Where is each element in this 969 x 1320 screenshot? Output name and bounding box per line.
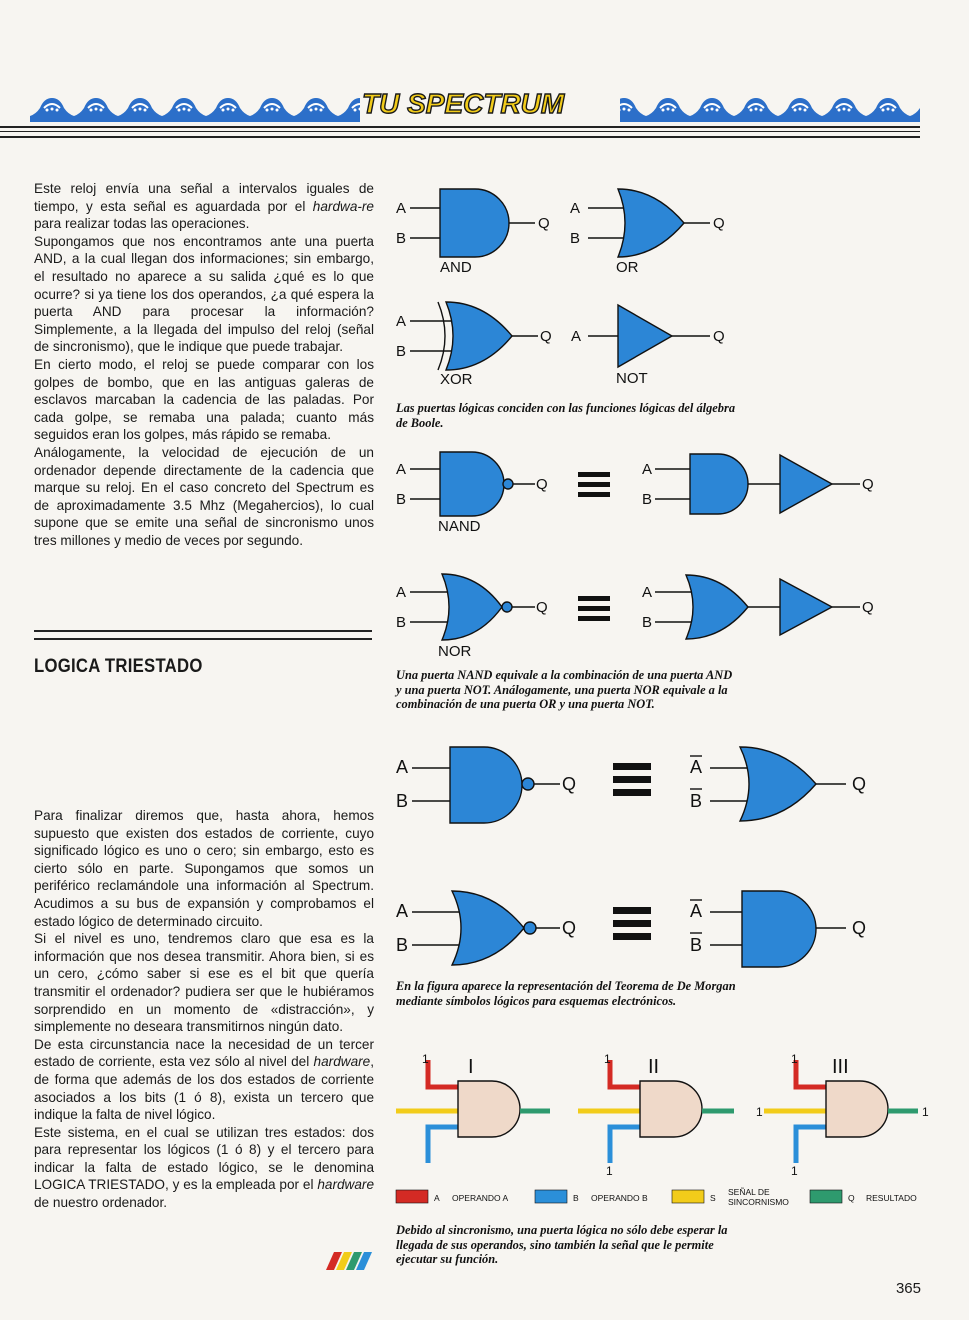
sync-roman-2: II xyxy=(648,1056,660,1078)
demorgan-or xyxy=(710,747,846,821)
dm2-not-a: A xyxy=(690,901,703,921)
paragraph-text: Si el nivel es uno, tendremos claro que esa es la información que nos desea transmitir. Ahora bien, si es un cero, ¿cómo saber si ese es el bit que quería transmitir el ordenador? pudiera ser que le hubiéramos sorprendido en un momento de «distracción», y simplemente no deseara transmitirnos ningún dato. xyxy=(34,931,374,1035)
dm2-output-q: Q xyxy=(562,918,577,938)
legend-key: B xyxy=(573,1193,579,1203)
paragraph xyxy=(34,1124,374,1212)
body-text-bottom xyxy=(34,807,374,1212)
header-rule-1 xyxy=(0,126,920,128)
nand-input-b: B xyxy=(396,491,407,508)
legend-label: SEÑAL DE xyxy=(728,1187,770,1197)
nor-eq-input-b: B xyxy=(642,614,653,631)
dm1-not-a: A xyxy=(690,757,703,777)
legend-swatch xyxy=(810,1190,842,1203)
sync-roman-3: III xyxy=(832,1056,849,1078)
paragraph-text: En cierto modo, el reloj se puede comparar con los golpes de bombo, que en las antiguas galeras de esclavos marcaban la cadencia de las paladas. Por cada golpe, se remaba una palada; cuanto más seguidos eran los golpes, más rápido se remaba. xyxy=(34,356,374,443)
sync-one-1a: 1 xyxy=(422,1052,429,1066)
header-rule-3 xyxy=(0,136,920,138)
paragraph xyxy=(34,233,374,356)
nand-label: NAND xyxy=(438,518,481,535)
section-divider xyxy=(34,630,372,640)
legend-swatch xyxy=(535,1190,567,1203)
not-label: NOT xyxy=(616,370,648,387)
or-gate xyxy=(588,189,710,257)
logic-figures xyxy=(380,175,940,1275)
caption-sync: Debido al sincronismo, una puerta lógica no sólo debe esperar la llegada de sus operandos, sino también la señal que le permite ejecutar su función. xyxy=(396,1223,728,1266)
xor-output-q: Q xyxy=(540,328,552,345)
and-gate xyxy=(410,189,535,257)
nor-eq-input-a: A xyxy=(642,584,653,601)
paragraph xyxy=(34,807,374,930)
paragraph-text: De esta circunstancia nace la necesidad de un tercer estado de corriente, esta vez sólo al nivel del xyxy=(34,1036,374,1070)
nand-equivalent-and xyxy=(655,454,860,514)
nor-gate xyxy=(410,574,535,640)
legend-key: S xyxy=(710,1193,716,1203)
legend-label: OPERANDO B xyxy=(591,1193,648,1203)
paragraph xyxy=(34,930,374,1036)
nand-gate xyxy=(410,452,535,516)
nand-eq-input-a: A xyxy=(642,461,653,478)
legend-label: OPERANDO A xyxy=(452,1193,509,1203)
legend-swatch xyxy=(672,1190,704,1203)
header-rule-2 xyxy=(0,131,920,132)
dm1-input-b: B xyxy=(396,791,409,811)
sync-one-3c: 1 xyxy=(756,1105,763,1119)
paragraph xyxy=(34,356,374,444)
paragraph-text: Este sistema, en el cual se utilizan tres estados: dos para representar los lógicos (1 ó 8) y el tercero para indicar la falta de estado lógico, se le denomina LOGICA TRIESTADO, y es la empleada por el xyxy=(34,1124,374,1193)
legend-key: Q xyxy=(848,1193,855,1203)
not-input-a: A xyxy=(571,328,582,345)
nor-equivalent-or xyxy=(655,575,860,639)
italic-term: hardwa-re xyxy=(312,198,374,214)
dm2-input-b: B xyxy=(396,935,409,955)
italic-term: hardware xyxy=(317,1177,374,1193)
demorgan-nand xyxy=(412,747,560,823)
or-input-a: A xyxy=(570,200,581,217)
nand-eq-output-q: Q xyxy=(862,476,874,493)
demorgan-and xyxy=(710,891,846,967)
paragraph-text: , de forma que además de los dos estados de corriente asociados a los bits (1 ó 8), exista un tercero que indique la falta de nivel lógico. xyxy=(34,1054,374,1123)
nor-input-b: B xyxy=(396,614,407,631)
dm2-not-b: B xyxy=(690,935,703,955)
spectrum-stripes-logo xyxy=(326,1252,372,1270)
dm1-input-a: A xyxy=(396,757,409,777)
dm2-input-a: A xyxy=(396,901,409,921)
legend-label: RESULTADO xyxy=(866,1193,917,1203)
header-title-text: TU SPECTRUM xyxy=(362,88,565,119)
nand-input-a: A xyxy=(396,461,407,478)
sync-legend xyxy=(396,1187,917,1207)
xor-label: XOR xyxy=(440,371,473,388)
nand-eq-input-b: B xyxy=(642,491,653,508)
paragraph-text: de nuestro ordenador. xyxy=(34,1195,168,1211)
nor-output-q: Q xyxy=(536,599,548,616)
sync-one-3d: 1 xyxy=(922,1105,929,1119)
nor-label: NOR xyxy=(438,643,472,660)
legend-swatch xyxy=(396,1190,428,1203)
and-input-b: B xyxy=(396,230,407,247)
demorgan-nor xyxy=(412,891,560,965)
nor-input-a: A xyxy=(396,584,407,601)
section-heading: LOGICA TRIESTADO xyxy=(34,656,203,677)
caption-demorgan: En la figura aparece la representación del Teorema de De Morgan mediante símbolos lógicos para esquemas electrónicos. xyxy=(396,979,736,1008)
sync-one-3a: 1 xyxy=(791,1052,798,1066)
sync-one-2b: 1 xyxy=(606,1164,613,1178)
sync-one-3b: 1 xyxy=(791,1164,798,1178)
and-output-q: Q xyxy=(538,215,550,232)
italic-term: hardware xyxy=(313,1054,371,1070)
page-number: 365 xyxy=(895,1280,921,1297)
paragraph-text: para realizar todas las operaciones. xyxy=(34,216,250,232)
paragraph-text: Análogamente, la velocidad de ejecución de un ordenador depende directamente de la cadencia que marque su reloj. En el caso concreto del Spectrum es de aproximadamente 3.5 Mhz (Megahercios), lo cual supone que se emite una señal de sincronismo unos tres millones y medio de veces por segundo. xyxy=(34,444,374,548)
or-output-q: Q xyxy=(713,215,725,232)
dm1-not-b: B xyxy=(690,791,703,811)
or-input-b: B xyxy=(570,230,581,247)
legend-label: SINCORNISMO xyxy=(728,1197,789,1207)
legend-key: A xyxy=(434,1193,440,1203)
header-title xyxy=(360,86,590,120)
xor-input-b: B xyxy=(396,343,407,360)
not-gate xyxy=(588,305,710,367)
dm1-output-q: Q xyxy=(562,774,577,794)
not-output-q: Q xyxy=(713,328,725,345)
nand-output-q: Q xyxy=(536,476,548,493)
or-label: OR xyxy=(616,259,639,276)
paragraph xyxy=(34,1036,374,1124)
dm1-eq-output-q: Q xyxy=(852,774,867,794)
and-input-a: A xyxy=(396,200,407,217)
nor-eq-output-q: Q xyxy=(862,599,874,616)
sync-one-2a: 1 xyxy=(604,1052,611,1066)
paragraph xyxy=(34,444,374,550)
dm2-eq-output-q: Q xyxy=(852,918,867,938)
xor-gate xyxy=(410,302,538,370)
paragraph-text: Para finalizar diremos que, hasta ahora, hemos supuesto que existen dos estados de corriente, cuyo significado lógico es uno o cero; sin embargo, esto es cierto sólo en parte. Supongamos que somos un periférico reclamándole una información al Spectrum. Acudimos a su bus de expansión y comprobamos el estado lógico de determinado circuito. xyxy=(34,808,374,929)
paragraph-text: Supongamos que nos encontramos ante una puerta AND, a la cual llegan dos informaciones; sin embargo, el resultado no aparece a su salida ¿qué es lo que ocurre? si ya tiene los dos operandos, ¿a qué espera la puerta AND para procesar la información? Simplemente, a la llegada del impulso del reloj (señal de sincronismo), que le indique que puede trabajar. xyxy=(34,233,374,355)
caption-gates: Las puertas lógicas conciden con las funciones lógicas del álgebra de Boole. xyxy=(396,401,736,430)
paragraph-text: Este reloj envía una señal a intervalos iguales de tiempo, y esta señal es aguardada por el xyxy=(34,181,374,214)
and-label: AND xyxy=(440,259,472,276)
xor-input-a: A xyxy=(396,313,407,330)
body-text-top xyxy=(34,180,374,549)
caption-nand-nor: Una puerta NAND equivale a la combinación de una puerta AND y una puerta NOT. Análogamente, una puerta NOR equivale a la combinación de una puerta OR y una puerta NOT. xyxy=(396,668,733,711)
paragraph xyxy=(34,180,374,233)
sync-roman-1: I xyxy=(468,1056,474,1078)
